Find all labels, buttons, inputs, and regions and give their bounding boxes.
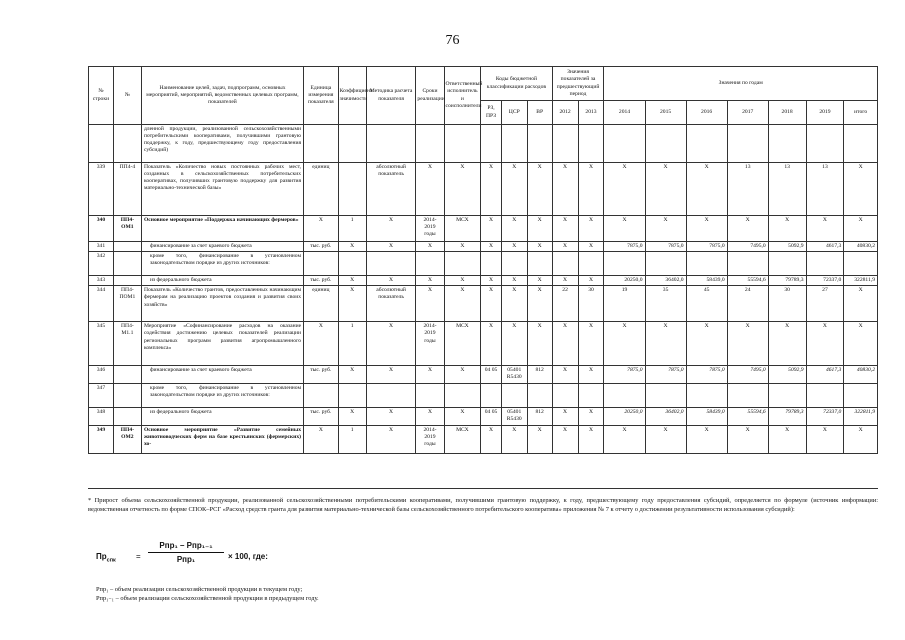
header-unit: Единица измерения показателя	[304, 67, 339, 125]
cell-terms: X	[416, 163, 444, 216]
header-year-2019: 2019	[806, 101, 844, 125]
cell-executor	[444, 125, 481, 163]
cell-method: абсолютный показатель	[366, 163, 416, 216]
cell-vr	[527, 384, 552, 408]
header-year-2018: 2018	[768, 101, 806, 125]
cell-unit: X	[304, 322, 339, 366]
cell-csr: X	[501, 216, 527, 242]
cell-rz: 04 05	[481, 366, 502, 384]
cell-code	[113, 366, 141, 384]
cell-total: X	[844, 216, 878, 242]
cell-2018: 13	[768, 163, 806, 216]
cell-2012	[552, 384, 578, 408]
header-rz: РЗ, ПРЗ	[481, 101, 502, 125]
cell-code: ПП4-М1.1	[113, 322, 141, 366]
cell-name: финансирование за счет краевого бюджета	[141, 366, 303, 384]
cell-total: X	[844, 163, 878, 216]
page-number: 76	[445, 33, 460, 48]
cell-name: дленной продукции, реализованной сельскохозяйственными потребительскими кооперативами, получившими грантовую поддержку, к году, предшествующему году предоставления субсидий)	[141, 125, 303, 163]
cell-2016	[686, 125, 727, 163]
cell-csr: X	[501, 425, 527, 453]
cell-2014: 7875,0	[604, 242, 645, 252]
cell-csr: 05401 R5430	[501, 408, 527, 425]
cell-2012: X	[552, 276, 578, 286]
cell-2014: X	[604, 322, 645, 366]
cell-2013: X	[578, 242, 604, 252]
cell-2019: X	[806, 322, 844, 366]
cell-unit: единиц	[304, 286, 339, 322]
cell-row-number: 345	[89, 322, 114, 366]
cell-method: X	[366, 242, 416, 252]
cell-2017: X	[727, 425, 768, 453]
cell-csr: X	[501, 242, 527, 252]
cell-row-number: 347	[89, 384, 114, 408]
cell-coef: X	[338, 408, 366, 425]
table-row	[89, 276, 878, 286]
cell-2013: X	[578, 216, 604, 242]
cell-total: 40830,2	[844, 366, 878, 384]
cell-row-number: 340	[89, 216, 114, 242]
cell-2014	[604, 252, 645, 276]
cell-unit: тыс. руб.	[304, 366, 339, 384]
cell-2018: X	[768, 216, 806, 242]
cell-coef: X	[338, 276, 366, 286]
cell-executor: X	[444, 366, 481, 384]
cell-row-number: 343	[89, 276, 114, 286]
cell-2014: X	[604, 163, 645, 216]
header-number: №	[113, 67, 141, 125]
cell-2019: 72337,0	[806, 408, 844, 425]
header-method: Методика расчета показателя	[366, 67, 416, 125]
cell-name: Основное мероприятие «Поддержка начинающих фермеров»	[141, 216, 303, 242]
cell-2018: 79789,3	[768, 276, 806, 286]
cell-vr: 812	[527, 366, 552, 384]
cell-method	[366, 252, 416, 276]
cell-2013	[578, 384, 604, 408]
cell-2012: X	[552, 242, 578, 252]
cell-code: ПП4-4	[113, 163, 141, 216]
header-vr: ВР	[527, 101, 552, 125]
cell-2016: 58439,0	[686, 276, 727, 286]
header-executor: Ответственный исполнитель и соисполнители	[444, 67, 481, 125]
cell-unit: X	[304, 216, 339, 242]
cell-rz	[481, 125, 502, 163]
cell-row-number: 339	[89, 163, 114, 216]
formula-numerator: Рпр₁ – Рпр₁₋₁	[148, 541, 224, 553]
cell-terms: X	[416, 276, 444, 286]
cell-unit	[304, 252, 339, 276]
cell-2018	[768, 252, 806, 276]
cell-2015	[645, 384, 686, 408]
cell-2016: 45	[686, 286, 727, 322]
cell-total	[844, 125, 878, 163]
header-previous-period: Значения показателей за предшествующий период	[552, 67, 604, 101]
cell-vr: X	[527, 216, 552, 242]
table-row	[89, 252, 878, 276]
cell-coef	[338, 252, 366, 276]
cell-terms: X	[416, 366, 444, 384]
cell-code	[113, 408, 141, 425]
cell-method: абсолютный показатель	[366, 286, 416, 322]
cell-csr	[501, 252, 527, 276]
cell-executor	[444, 252, 481, 276]
cell-vr	[527, 252, 552, 276]
cell-2012	[552, 252, 578, 276]
cell-vr: X	[527, 322, 552, 366]
cell-row-number: 342	[89, 252, 114, 276]
cell-terms: X	[416, 408, 444, 425]
cell-2019	[806, 125, 844, 163]
cell-vr: X	[527, 276, 552, 286]
cell-rz: 04 05	[481, 408, 502, 425]
cell-2013	[578, 252, 604, 276]
cell-executor: X	[444, 163, 481, 216]
table-row	[89, 408, 878, 425]
cell-2015: X	[645, 163, 686, 216]
cell-terms	[416, 125, 444, 163]
table-row	[89, 163, 878, 216]
cell-total: 322811,9	[844, 408, 878, 425]
cell-csr: 05401 R5430	[501, 366, 527, 384]
formula-lhs-symbol: Пр	[96, 552, 107, 561]
cell-code	[113, 252, 141, 276]
cell-csr	[501, 384, 527, 408]
cell-terms: 2014-2019 годы	[416, 322, 444, 366]
cell-2013: 30	[578, 286, 604, 322]
cell-unit: единиц	[304, 163, 339, 216]
cell-coef	[338, 125, 366, 163]
formula-denominator: Рпр₁	[176, 555, 196, 564]
cell-unit: тыс. руб.	[304, 408, 339, 425]
cell-2012: X	[552, 322, 578, 366]
cell-vr: X	[527, 425, 552, 453]
cell-method	[366, 384, 416, 408]
cell-terms: 2014-2019 годы	[416, 216, 444, 242]
cell-code	[113, 276, 141, 286]
cell-terms	[416, 252, 444, 276]
cell-coef: 1	[338, 425, 366, 453]
cell-2013: X	[578, 163, 604, 216]
cell-vr: X	[527, 242, 552, 252]
cell-2016: 7875,0	[686, 242, 727, 252]
cell-rz	[481, 384, 502, 408]
cell-2015: X	[645, 425, 686, 453]
cell-terms: X	[416, 242, 444, 252]
cell-total: X	[844, 425, 878, 453]
cell-2018	[768, 125, 806, 163]
cell-code	[113, 242, 141, 252]
cell-2015: X	[645, 216, 686, 242]
cell-name: из федерального бюджета	[141, 408, 303, 425]
cell-2012: X	[552, 216, 578, 242]
cell-total: 40830,2	[844, 242, 878, 252]
cell-2013: X	[578, 425, 604, 453]
cell-total: X	[844, 286, 878, 322]
cell-2018: X	[768, 322, 806, 366]
cell-2017: 55594,6	[727, 276, 768, 286]
header-terms: Сроки реализации	[416, 67, 444, 125]
cell-code	[113, 384, 141, 408]
cell-2017: 7495,0	[727, 242, 768, 252]
cell-name: Показатель «Количество грантов, предоставленных начинающим фермерам на реализацию проектов создания и развития своих хозяйств»	[141, 286, 303, 322]
cell-executor: X	[444, 276, 481, 286]
cell-2016: 58439,0	[686, 408, 727, 425]
formula-tail: × 100, где:	[228, 552, 268, 561]
header-csr: ЦСР	[501, 101, 527, 125]
table-header	[89, 67, 878, 125]
cell-vr: X	[527, 163, 552, 216]
cell-name: Показатель «Количество новых постоянных рабочих мест, созданных в сельскохозяйственных потребительских кооперативах, получивших грантовую поддержку для развития материально-технической базы»	[141, 163, 303, 216]
cell-2014	[604, 384, 645, 408]
cell-code: ПП4-ОМ1	[113, 216, 141, 242]
header-row-number: № строки	[89, 67, 114, 125]
cell-code	[113, 125, 141, 163]
cell-2014: 19	[604, 286, 645, 322]
table-row	[89, 216, 878, 242]
cell-2019: 13	[806, 163, 844, 216]
cell-executor: МСХ	[444, 216, 481, 242]
cell-coef	[338, 163, 366, 216]
table-row	[89, 384, 878, 408]
formula-lhs	[96, 552, 116, 564]
cell-rz: X	[481, 242, 502, 252]
footnote-divider	[88, 488, 878, 489]
cell-method: X	[366, 216, 416, 242]
cell-name: Основное мероприятие «Развитие семейных животноводческих ферм на базе крестьянских (фермерских) хо-	[141, 425, 303, 453]
cell-method: X	[366, 276, 416, 286]
cell-2013: X	[578, 322, 604, 366]
cell-executor: X	[444, 242, 481, 252]
header-year-2012: 2012	[552, 101, 578, 125]
cell-csr: X	[501, 322, 527, 366]
cell-2015: 36402,0	[645, 408, 686, 425]
formula-legend	[96, 585, 319, 604]
cell-2019	[806, 252, 844, 276]
cell-unit: тыс. руб.	[304, 242, 339, 252]
cell-name: Мероприятие «Софинансирование расходов на оказание содействия достижению целевых показателей реализации региональных программ развития агропромышленного комплекса»	[141, 322, 303, 366]
table-body	[89, 125, 878, 454]
cell-2019: X	[806, 216, 844, 242]
cell-csr: X	[501, 286, 527, 322]
cell-name: кроме того, финансирование в установленном законодательством порядке из других источников:	[141, 384, 303, 408]
cell-2016: X	[686, 216, 727, 242]
cell-2015: 7875,0	[645, 366, 686, 384]
header-year-2014: 2014	[604, 101, 645, 125]
cell-2014: X	[604, 216, 645, 242]
cell-2017: 7495,0	[727, 366, 768, 384]
cell-coef: X	[338, 286, 366, 322]
cell-2013: X	[578, 408, 604, 425]
cell-2012: X	[552, 366, 578, 384]
header-year-2013: 2013	[578, 101, 604, 125]
cell-2017: 24	[727, 286, 768, 322]
table-row	[89, 125, 878, 163]
table-row	[89, 366, 878, 384]
cell-coef: 1	[338, 216, 366, 242]
cell-2017: X	[727, 216, 768, 242]
cell-name: финансирование за счет краевого бюджета	[141, 242, 303, 252]
cell-method: X	[366, 366, 416, 384]
formula-equals: =	[136, 552, 141, 561]
cell-name: из федерального бюджета	[141, 276, 303, 286]
cell-row-number: 341	[89, 242, 114, 252]
cell-2017: 55594,6	[727, 408, 768, 425]
cell-vr: 812	[527, 408, 552, 425]
cell-2014: 7875,0	[604, 366, 645, 384]
header-total: итого	[844, 101, 878, 125]
cell-2018: 5092,9	[768, 366, 806, 384]
cell-2013	[578, 125, 604, 163]
cell-terms: X	[416, 286, 444, 322]
cell-rz: X	[481, 216, 502, 242]
cell-unit: X	[304, 425, 339, 453]
cell-2019: 72337,0	[806, 276, 844, 286]
cell-row-number: 346	[89, 366, 114, 384]
cell-terms: 2014-2019 годы	[416, 425, 444, 453]
cell-code: ПП4-ПОМ1	[113, 286, 141, 322]
cell-name: кроме того, финансирование в установленном законодательством порядке из других источников:	[141, 252, 303, 276]
header-by-years: Значения по годам	[604, 67, 878, 101]
cell-2019: X	[806, 425, 844, 453]
table-row	[89, 425, 878, 453]
cell-row-number: 349	[89, 425, 114, 453]
cell-2017: X	[727, 322, 768, 366]
cell-2015: 36402,0	[645, 276, 686, 286]
formula-fraction	[148, 541, 224, 564]
cell-rz: X	[481, 163, 502, 216]
cell-unit: тыс. руб.	[304, 276, 339, 286]
cell-code: ПП4-ОМ2	[113, 425, 141, 453]
cell-rz: X	[481, 425, 502, 453]
cell-2012: X	[552, 425, 578, 453]
cell-2019: 4617,3	[806, 242, 844, 252]
cell-2012: X	[552, 408, 578, 425]
header-year-2015: 2015	[645, 101, 686, 125]
cell-executor: X	[444, 408, 481, 425]
cell-row-number: 348	[89, 408, 114, 425]
cell-coef: X	[338, 366, 366, 384]
cell-2018: 30	[768, 286, 806, 322]
cell-total	[844, 384, 878, 408]
cell-2014	[604, 125, 645, 163]
cell-unit	[304, 125, 339, 163]
cell-method	[366, 125, 416, 163]
cell-2017	[727, 384, 768, 408]
header-year-2016: 2016	[686, 101, 727, 125]
cell-executor: X	[444, 286, 481, 322]
cell-2018: 79789,3	[768, 408, 806, 425]
cell-2013: X	[578, 276, 604, 286]
cell-2015: 7875,0	[645, 242, 686, 252]
cell-2019	[806, 384, 844, 408]
cell-rz: X	[481, 276, 502, 286]
cell-total: X	[844, 322, 878, 366]
cell-executor: МСХ	[444, 322, 481, 366]
cell-2018: 5092,9	[768, 242, 806, 252]
cell-vr	[527, 125, 552, 163]
cell-2016	[686, 252, 727, 276]
cell-rz: X	[481, 322, 502, 366]
header-budget-codes: Коды бюджетной классификации расходов	[481, 67, 552, 101]
cell-coef: 1	[338, 322, 366, 366]
cell-2012: 22	[552, 286, 578, 322]
cell-2012: X	[552, 163, 578, 216]
cell-2017: 13	[727, 163, 768, 216]
cell-2015	[645, 252, 686, 276]
formula-lhs-subscript: спк	[106, 557, 116, 564]
cell-coef	[338, 384, 366, 408]
cell-method: X	[366, 408, 416, 425]
legend-line: Рпр₁ – объем реализации сельскохозяйственной продукции в текущем году;	[96, 586, 303, 593]
cell-2019: 27	[806, 286, 844, 322]
legend-line: Рпр₁₋₁ – объем реализации сельскохозяйственной продукции в предыдущем году.	[96, 595, 319, 603]
footnote: * Прирост объема сельскохозяйственной продукции, реализованной сельскохозяйственными потребительскими кооперативами, получившими грантовую поддержку, к году, предшествующему году предоставления субсидий, определяется по формуле (источник информации: ведомственная отчетность по форме СПОК–РСГ «Расход средств гранта для развития материально-технической базы сельскохозяйственного потребительского кооператива» приложения № 7 к отчету о достижении результативности использования субсидий):	[88, 497, 878, 514]
cell-vr: X	[527, 286, 552, 322]
cell-2015: X	[645, 322, 686, 366]
cell-2018: X	[768, 425, 806, 453]
cell-method: X	[366, 322, 416, 366]
cell-2014: 20250,0	[604, 276, 645, 286]
header-year-2017: 2017	[727, 101, 768, 125]
cell-total: 322811,9	[844, 276, 878, 286]
header-name: Наименование целей, задач, подпрограмм, основных мероприятий, мероприятий, ведомственных целевых программ, показателей	[141, 67, 303, 125]
cell-2016: X	[686, 163, 727, 216]
cell-2016: X	[686, 322, 727, 366]
cell-coef: X	[338, 242, 366, 252]
cell-row-number: 344	[89, 286, 114, 322]
cell-rz: X	[481, 286, 502, 322]
cell-2015	[645, 125, 686, 163]
table-row	[89, 242, 878, 252]
cell-2017	[727, 125, 768, 163]
cell-terms	[416, 384, 444, 408]
cell-2014: X	[604, 425, 645, 453]
cell-2018	[768, 384, 806, 408]
cell-2015: 35	[645, 286, 686, 322]
cell-csr: X	[501, 276, 527, 286]
table-row	[89, 322, 878, 366]
cell-method: X	[366, 425, 416, 453]
cell-2013: X	[578, 366, 604, 384]
cell-csr: X	[501, 163, 527, 216]
cell-rz	[481, 252, 502, 276]
table-row	[89, 286, 878, 322]
cell-2019: 4617,3	[806, 366, 844, 384]
cell-2016: X	[686, 425, 727, 453]
cell-row-number	[89, 125, 114, 163]
indicators-table	[88, 66, 878, 454]
cell-executor	[444, 384, 481, 408]
cell-executor: МСХ	[444, 425, 481, 453]
cell-2016	[686, 384, 727, 408]
cell-2012	[552, 125, 578, 163]
header-coef: Коэффициент значимости	[338, 67, 366, 125]
cell-unit	[304, 384, 339, 408]
cell-2017	[727, 252, 768, 276]
cell-2016: 7875,0	[686, 366, 727, 384]
cell-total	[844, 252, 878, 276]
cell-2014: 20250,0	[604, 408, 645, 425]
cell-csr	[501, 125, 527, 163]
